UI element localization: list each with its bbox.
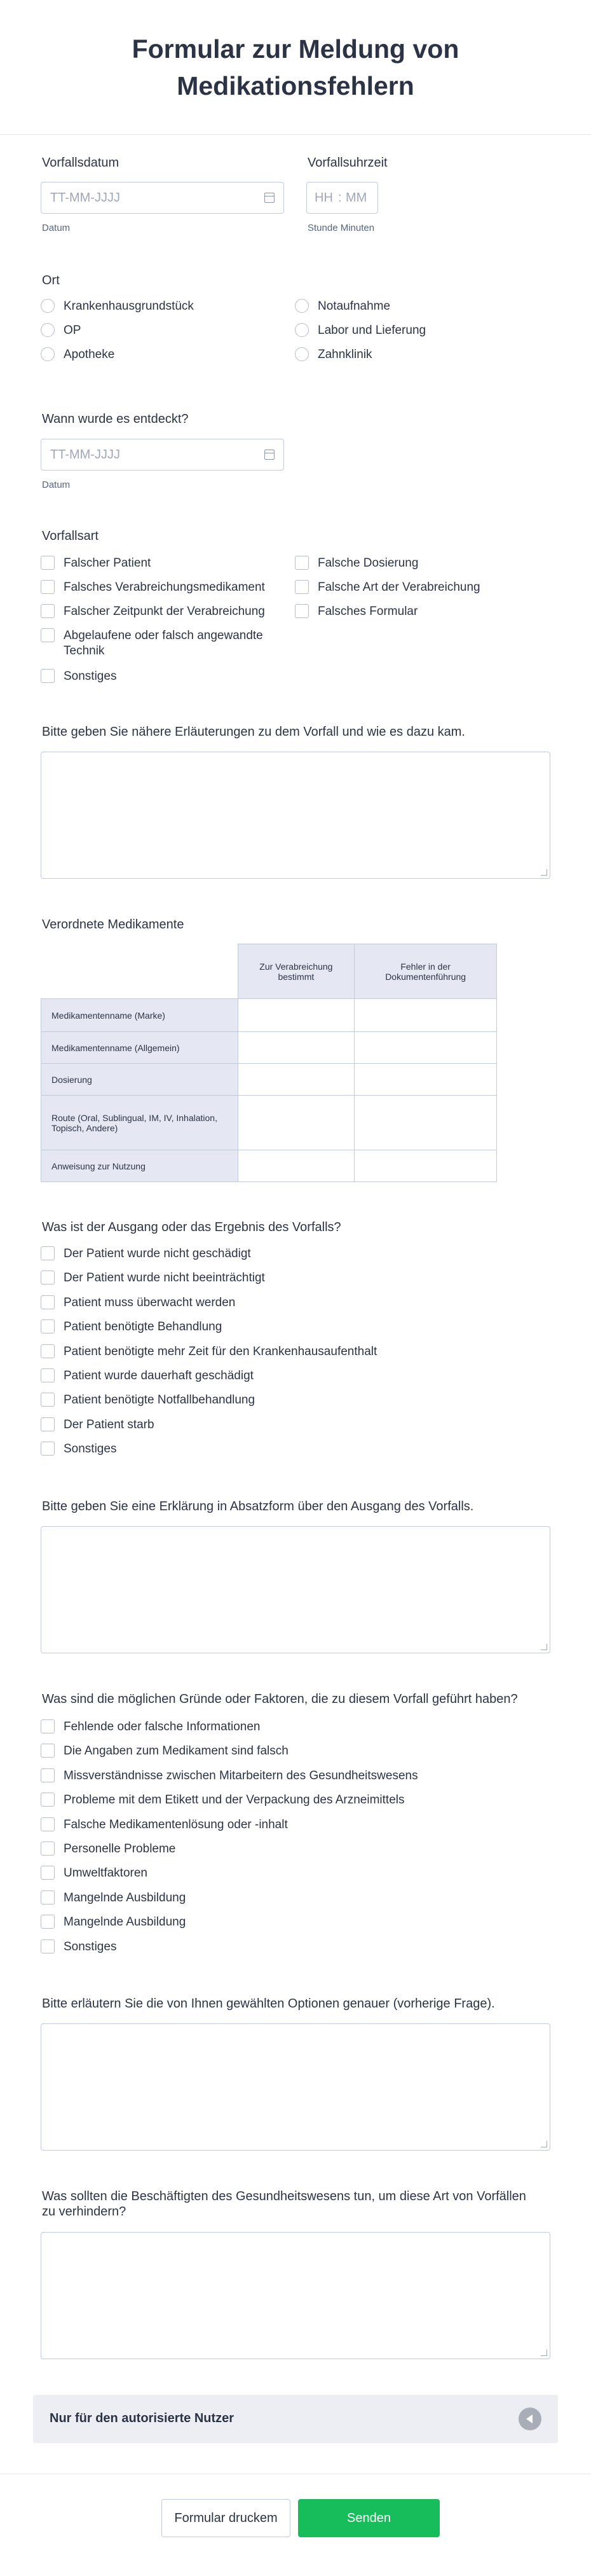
checkbox[interactable] (41, 1368, 55, 1382)
option-label: Sonstiges (64, 670, 117, 683)
checkbox[interactable] (41, 604, 55, 618)
row-label: Medikamentenname (Marke) (41, 999, 238, 1032)
option-label: Falsches Formular (318, 605, 418, 618)
table-cell-input[interactable] (238, 1032, 355, 1064)
option-label: Patient wurde dauerhaft geschädigt (64, 1369, 254, 1382)
location-option[interactable] (295, 299, 549, 315)
radio-button[interactable] (295, 347, 309, 361)
option-label: Der Patient wurde nicht geschädigt (64, 1247, 251, 1260)
incident-time-label: Vorfallsuhrzeit (308, 156, 388, 170)
outcome-explain-textarea[interactable] (41, 1526, 550, 1653)
table-cell-input[interactable] (238, 1064, 355, 1096)
option-label: Zahnklinik (318, 348, 372, 361)
option-label: Personelle Probleme (64, 1842, 176, 1856)
checkbox[interactable] (41, 1915, 55, 1929)
option-label: Der Patient starb (64, 1417, 154, 1431)
option-label: Falscher Zeitpunkt der Verabreichung (64, 605, 265, 618)
hours-placeholder: HH (315, 191, 333, 205)
option-label: Notaufnahme (318, 300, 391, 313)
medications-table (41, 944, 497, 1182)
option-label: Abgelaufene oder falsch angewandte Technik (64, 629, 263, 658)
prevention-label: Was sollten die Beschäftigten des Gesundheitswesens tun, um diese Art von Vorfällen zu verhindern? (42, 2189, 526, 2219)
checkbox[interactable] (41, 1842, 55, 1856)
option-label: Umweltfaktoren (64, 1866, 147, 1880)
discovered-date-placeholder: TT-MM-JJJJ (50, 448, 120, 462)
incident-type-option[interactable] (41, 580, 289, 596)
checkbox[interactable] (41, 1744, 55, 1758)
incident-type-option[interactable] (41, 556, 289, 572)
checkbox[interactable] (41, 1319, 55, 1333)
radio-button[interactable] (295, 323, 309, 337)
checkbox[interactable] (41, 1793, 55, 1807)
option-label: Missverständnisse zwischen Mitarbeitern des Gesundheitswesens (64, 1768, 418, 1782)
table-header-row (41, 944, 497, 999)
table-row (41, 999, 497, 1032)
table-row (41, 1150, 497, 1182)
discovered-label: Wann wurde es entdeckt? (42, 412, 189, 426)
factors-label: Was sind die möglichen Gründe oder Faktoren, die zu diesem Vorfall geführt haben? (42, 1692, 518, 1706)
table-row (41, 1064, 497, 1096)
time-separator: : (338, 191, 342, 205)
outcome-option[interactable] (41, 1319, 549, 1336)
calendar-icon[interactable] (264, 450, 275, 460)
option-label: Falsche Medikamentenlösung oder -inhalt (64, 1817, 288, 1831)
table-corner (41, 944, 238, 999)
checkbox[interactable] (41, 1768, 55, 1782)
checkbox[interactable] (41, 669, 55, 683)
checkbox[interactable] (41, 1271, 55, 1285)
minutes-placeholder: MM (346, 191, 367, 205)
option-label: Patient benötigte mehr Zeit für den Krankenhausaufenthalt (64, 1344, 377, 1358)
location-label: Ort (42, 273, 60, 287)
option-label: Patient muss überwacht werden (64, 1295, 236, 1309)
resize-grip-icon[interactable] (541, 2141, 547, 2147)
location-option[interactable] (295, 323, 549, 340)
incident-date-label: Vorfallsdatum (42, 156, 119, 170)
incident-type-label: Vorfallsart (42, 529, 98, 543)
outcome-option[interactable] (41, 1344, 549, 1361)
radio-button[interactable] (41, 323, 55, 337)
resize-grip-icon[interactable] (541, 2350, 547, 2356)
authorized-section-header[interactable] (33, 2395, 558, 2443)
checkbox[interactable] (41, 628, 55, 642)
table-cell-input[interactable] (355, 999, 497, 1032)
option-label: Der Patient wurde nicht beeinträchtigt (64, 1271, 265, 1285)
option-label: Falsche Art der Verabreichung (318, 581, 480, 594)
factor-option[interactable] (41, 1768, 549, 1785)
print-button[interactable]: Formular druckem (161, 2499, 290, 2537)
location-option[interactable] (41, 347, 295, 364)
table-cell-input[interactable] (355, 1032, 497, 1064)
option-label: OP (64, 324, 81, 337)
incident-time-input[interactable] (306, 182, 378, 214)
table-cell-input[interactable] (238, 1150, 355, 1182)
factors-explain-label: Bitte erläutern Sie die von Ihnen gewählten Optionen genauer (vorherige Frage). (42, 1997, 495, 2011)
checkbox[interactable] (41, 1295, 55, 1309)
row-label: Route (Oral, Sublingual, IM, IV, Inhalation, Topisch, Andere) (41, 1096, 238, 1150)
checkbox[interactable] (41, 580, 55, 594)
resize-grip-icon[interactable] (541, 1644, 547, 1650)
collapse-arrow-icon[interactable] (519, 2407, 541, 2430)
medications-label: Verordnete Medikamente (42, 918, 184, 932)
factor-option[interactable] (41, 1842, 549, 1858)
checkbox[interactable] (295, 604, 309, 618)
option-label: Sonstiges (64, 1939, 117, 1953)
factor-option[interactable] (41, 1866, 549, 1882)
table-cell-input[interactable] (355, 1064, 497, 1096)
outcome-option[interactable] (41, 1246, 549, 1263)
authorized-section-label: Nur für den autorisierte Nutzer (50, 2411, 234, 2425)
checkbox[interactable] (41, 1344, 55, 1358)
outcome-option[interactable] (41, 1417, 549, 1434)
checkbox[interactable] (295, 580, 309, 594)
details-label: Bitte geben Sie nähere Erläuterungen zu dem Vorfall und wie es dazu kam. (42, 725, 465, 739)
table-cell-input[interactable] (355, 1096, 497, 1150)
incident-time-sublabel: Stunde Minuten (308, 223, 375, 233)
location-option[interactable] (295, 347, 549, 364)
outcome-option[interactable] (41, 1442, 549, 1458)
details-textarea[interactable] (41, 752, 550, 879)
option-label: Patient benötigte Notfallbehandlung (64, 1393, 255, 1407)
resize-grip-icon[interactable] (541, 869, 547, 876)
outcome-option[interactable] (41, 1295, 549, 1312)
incident-type-option[interactable] (41, 604, 289, 621)
column-header: Zur Verabreichung bestimmt (238, 944, 355, 999)
checkbox[interactable] (41, 556, 55, 570)
incident-type-option[interactable] (295, 604, 549, 621)
column-header: Fehler in der Dokumentenführung (355, 944, 497, 999)
option-label: Die Angaben zum Medikament sind falsch (64, 1744, 289, 1758)
checkbox[interactable] (41, 1891, 55, 1904)
option-label: Falsche Dosierung (318, 556, 419, 570)
incident-date-sublabel: Datum (42, 223, 71, 233)
incident-date-placeholder: TT-MM-JJJJ (50, 191, 120, 205)
discovered-date-sublabel: Datum (42, 479, 71, 490)
factors-explain-textarea[interactable] (41, 2023, 550, 2151)
option-label: Krankenhausgrundstück (64, 300, 194, 313)
option-label: Apotheke (64, 348, 115, 361)
option-label: Probleme mit dem Etikett und der Verpackung des Arzneimittels (64, 1793, 405, 1807)
option-label: Fehlende oder falsche Informationen (64, 1720, 261, 1733)
factor-option[interactable] (41, 1719, 549, 1736)
option-label: Falscher Patient (64, 556, 151, 570)
incident-type-option[interactable] (41, 669, 289, 685)
form-header (0, 0, 591, 135)
table-cell-input[interactable] (238, 999, 355, 1032)
checkbox[interactable] (41, 1246, 55, 1260)
checkbox[interactable] (41, 1442, 55, 1456)
factor-option[interactable] (41, 1915, 549, 1931)
table-cell-input[interactable] (355, 1150, 497, 1182)
table-cell-input[interactable] (238, 1096, 355, 1150)
calendar-icon[interactable] (264, 193, 275, 203)
table-row (41, 1032, 497, 1064)
checkbox[interactable] (41, 1939, 55, 1953)
option-label: Patient benötigte Behandlung (64, 1320, 222, 1334)
outcome-explain-label: Bitte geben Sie eine Erklärung in Absatzform über den Ausgang des Vorfalls. (42, 1499, 474, 1513)
radio-button[interactable] (41, 299, 55, 313)
outcome-option[interactable] (41, 1368, 549, 1385)
incident-type-option[interactable] (41, 628, 289, 661)
option-label: Mangelnde Ausbildung (64, 1891, 186, 1904)
outcome-option[interactable] (41, 1393, 549, 1409)
option-label: Sonstiges (64, 1442, 117, 1456)
radio-button[interactable] (295, 299, 309, 313)
discovered-date-input[interactable] (41, 439, 284, 471)
option-label: Falsches Verabreichungsmedikament (64, 581, 265, 594)
row-label: Medikamentenname (Allgemein) (41, 1032, 238, 1064)
checkbox[interactable] (41, 1817, 55, 1831)
row-label: Dosierung (41, 1064, 238, 1096)
factor-option[interactable] (41, 1744, 549, 1760)
option-label: Labor und Lieferung (318, 324, 426, 337)
checkbox[interactable] (41, 1393, 55, 1407)
table-row (41, 1096, 497, 1150)
factor-option[interactable] (41, 1891, 549, 1907)
checkbox[interactable] (295, 556, 309, 570)
row-label: Anweisung zur Nutzung (41, 1150, 238, 1182)
factor-option[interactable] (41, 1939, 549, 1956)
incident-type-option[interactable] (295, 556, 549, 572)
location-option[interactable] (41, 299, 295, 315)
checkbox[interactable] (41, 1719, 55, 1733)
checkbox[interactable] (41, 1866, 55, 1880)
location-option[interactable] (41, 323, 295, 340)
incident-date-input[interactable] (41, 182, 284, 214)
form-title: Formular zur Meldung von Medikationsfehlern (132, 34, 459, 100)
radio-button[interactable] (41, 347, 55, 361)
factor-option[interactable] (41, 1817, 549, 1834)
prevention-textarea[interactable] (41, 2232, 550, 2359)
outcome-label: Was ist der Ausgang oder das Ergebnis des Vorfalls? (42, 1220, 341, 1234)
submit-button[interactable]: Senden (298, 2499, 440, 2537)
factor-option[interactable] (41, 1793, 549, 1809)
outcome-option[interactable] (41, 1271, 549, 1287)
incident-type-option[interactable] (295, 580, 549, 596)
checkbox[interactable] (41, 1417, 55, 1431)
option-label: Mangelnde Ausbildung (64, 1915, 186, 1929)
